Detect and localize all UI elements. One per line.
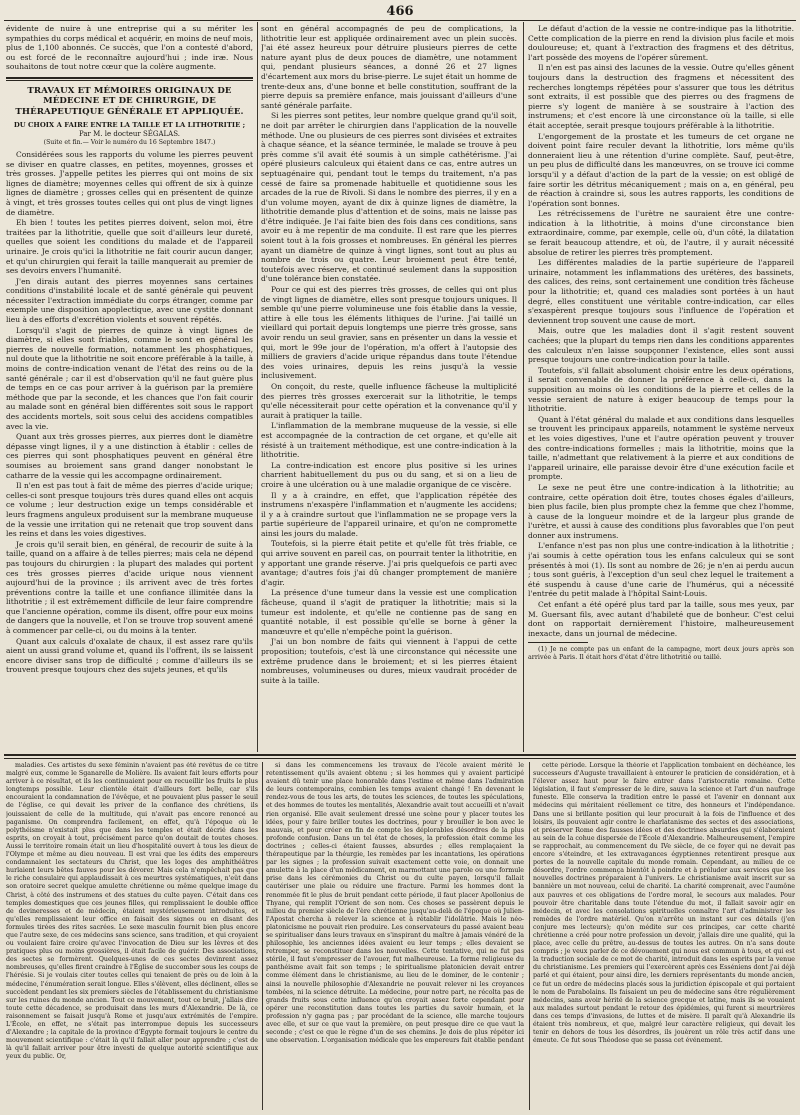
paragraph: Mais, outre que les maladies dont il s'agit restent souvent cachées; que la plupart du temps rien dans les conditions apparentes des calculeux n'en laisse soupçonner l'existence, elles sont aussi presque toujours une contre-indication pour la taille. <box>528 326 794 365</box>
paragraph: Le défaut d'action de la vessie ne contre-indique pas la lithotritie. Cette complication de la pierre en rend la division plus facile et mois douloureuse; et, quant à l'extraction des fragmens et des détritus, l'art possède des moyens de l'opérer sûrement. <box>528 24 794 62</box>
paragraph: Cet enfant a été opéré plus tard par la taille, sous mes yeux, par M. Guersant fils, avec autant d'habileté que de bonheur. C'est celui dont on rapportait dernièrement l'histoire, malheureusement inexacte, dans un journal de médecine. <box>528 600 794 638</box>
continuation-note: (Suite et fin.— Voir le numéro du 16 Septembre 1847.) <box>43 138 216 146</box>
feuilleton-column-3 <box>533 762 795 1112</box>
paragraph: Je crois qu'il serait bien, en général, de recourir de suite à la taille, quand on a affaire à de telles pierres; mais cela ne dépend pas toujours du chirurgien : la plupart des malades qui portent ces très grosses pierres d'acide urique nous viennent aujourd'hui de la province ; ils arrivent avec de très fortes préventions contre la taille et une confiance illimitée dans la lithotritie ; il est extrêmement difficile de leur faire comprendre que l'ancienne opération, comme ils disent, offre pour eux moins de dangers que la nouvelle, et l'on se trouve trop souvent amené à commencer par celle-ci, ou du moins à la tenter. <box>6 539 253 636</box>
article-title: DU CHOIX A FAIRE ENTRE LA TAILLE ET LA LITHOTRITIE ; <box>13 121 246 130</box>
top-rule <box>4 20 796 21</box>
section-separator <box>6 77 253 81</box>
column-3 <box>528 24 794 750</box>
paragraph: J'ai un bon nombre de faits qui viennent à l'appui de cette proposition; toutefois, c'est là une circonstance qui nécessite une extrême prudence dans le broiement; et si les pierres étaient nombreuses, volumineuses ou dures, mieux vaudrait procéder de suite à la taille. <box>261 637 517 685</box>
paragraph: Eh bien ! toutes les petites pierres doivent, selon moi, être traitées par la lithotritie, quelle que soit d'ailleurs leur dureté, quelles que soient les conditions du malade et de l'appareil urinaire. Je crois qu'ici la lithotritie ne fait courir aucun danger, et qu'un chirurgien qui ferait la taille manquerait au premier de ses devoirs envers l'humanité. <box>6 218 253 276</box>
feuilleton-text: cette période. Lorsque la théorie et l'application tombaient en déchéance, les successeurs d'Auguste travaillaient à entourer le praticien de considération, et à l'élever assez haut pour le faire entrer dans l'aristocratie romaine. Cette législation, il faut s'empresser de le dire, sauva la science et l'art d'un naufrage funeste. Elle conserva la tradition entre le passé et l'avenir en donnant aux médecins qui méritaient réellement ce titre, des honneurs et l'indépendance. Dans une si brillante position qui leur procurait à la fois de l'influence et des loisirs, ils pouvaient agir contre le charlatanisme des sectes et des associations, et préserver Rome des fausses idées et des doctrines absurdes qui s'élaboraient au sein de la cohue dispersée de l'École d'Alexandrie. Malheureusement, l'empire se rapprochait, au commencement du IVe siècle, de ce foyer qui ne devait pas encore s'éteindre, et les extravagances égyptiennes retentirent presque aux portes de la nouvelle capitale du monde romain. Cependant, au milieu de ce désordre, l'ordre commença bientôt à poindre et à préluder aux services que les nouvelles doctrines préparaient à l'univers. Le christianisme avait inscrit sur sa bannière un mot nouveau, celui de charité. La charité comprenait, avec l'aumône aux pauvres et ces obligations de l'ordre moral, le secours aux malades. Pour pouvoir être charitable dans toute l'étendue du mot, il fallait savoir agir en médecin, et avec les consolations spirituelles connaître l'art d'administrer les remèdes de l'ordre matériel. Qu'on n'arrête un instant sur ces détails (j'en conjure mes lecteurs); qu'on médite sur ces principes, car cette charité chrétienne a créé pour notre profession un devoir, j'allais dire une qualité, qui la place, avec celle du prêtre, au-dessus de toutes les autres. On n'a sans doute compris ; je veux parler de ce dévouement qui nous est commun à tous, et qui est la traduction sociale de ce mot de charité, introduit dans les esprits par la venue du christianisme. Les premiers qui l'exercèrent après ces Esséniens dont j'ai déjà parlé et qui étaient, pour ainsi dire, les derniers représentants du monde ancien, ce fut un ordre de médecins placés sous la juridiction épiscopale et qui portaient le nom de Parabolains. Ils faisaient un peu de médecine sans être régulièrement médecins, sans avoir hérité de la science grecque et latine, mais ils se vouaient aux malades surtout pendant le retour des épidémies, qui furent si meurtrières dans ces temps d'invasions, de luttes et de misère. Il paraît qu'à Alexandrie ils étaient très nombreux, et que, malgré leur caractère religieux, qui devait les tenir en dehors de tous les désordres, ils jouèrent un rôle très actif dans une émeute. Ce fut sous Théodose que se passa cet événement. <box>533 762 795 1045</box>
paragraph: La contre-indication est encore plus positive si les urines charrient habituellement du pus ou du sang, et si on a lieu de croire à une ulcération ou à une maladie organique de ce viscère. <box>261 460 517 489</box>
feuilleton-text: maladies. Ces artistes du sexe féminin n'avaient pas été revêtus de ce titre malgré eux, comme le Sganarelle de Molière. Ils avaient fait leurs efforts pour arriver à ce résultat, et ils les continuaient pour en recueillir les fruits le plus longtemps possible. Leur clientèle était d'ailleurs fort belle, car s'ils encouraient la condamnation de l'évêque, et ne pouvaient plus passer le seuil de l'église, ce qui devait les priver de la confiance des chrétiens, ils jouissaient de celle de la multitude, qui n'avait pas encore renoncé au paganisme. On comprendra facilement, en effet, qu'à l'époque où le polythéisme n'existait plus que dans les temples et était décrié dans les esprits, on croyait à tout, précisément parce qu'on doutait de toutes choses. Aussi le territoire romain était un lieu d'hospitalité ouvert à tous les dieux de l'Olympe et même au dieu nouveau. Il est vrai que les édits des empereurs condamnaient les sectateurs du Christ, que les loges des amphithéâtres hurlaient leurs bêtes fauves pour les dévorer. Mais cela n'empêchait pas que le riche consulaire qui applaudissait à ces meurtres systématiques, n'eût dans son oratoire secret quelque amulette chrétienne ou même quelque image du Christ, à côté des instrumens et des statues du culte payen. C'était dans ces temples domestiques que ces jeunes filles, qui remplissaient le double office de devineresses et de médecin, étaient mystérieusement introduites, et qu'elles remplissaient leur office en faisait des signes ou en disant des formules tirées des rites sacrées. Le sexe masculin fournit bien plus encore que l'autre sexe, de ces médecins sans science, sans tradition, et qui croyaient ou voulaient faire croire qu'avec l'invocation de Dieu sur les lèvres et des pratiques plus ou moins grossières, il était facile de guérir. Des associations, des sectes se formèrent. Quelques-unes de ces sectes devinrent assez nombreuses, qu'elles firent craindre à l'Église de succomber sous les coups de l'hérésie. Si je voulais citer toutes celles qui tenaient de près ou de loin à la médecine, l'énumération serait longue. Elles s'élèvent, elles déclinent, elles se succèdent pendant les six premiers siècles de l'établissement du christianisme sur les ruines du monde ancien. Tout ce mouvement, tout ce bruit, j'allais dire toute cette décadence, se produisait dans les murs d'Alexandrie. De là, ce raisonnement se faisait jusqu'à Rome et jusqu'aux extrémités de l'empire. L'École, en effet, ne s'était pas interrompue depuis les successeurs d'Alexandre ; la capitale de la province d'Égypte formait toujours le centre du mouvement scientifique : c'était là qu'il fallait aller pour apprendre ; c'est de là qu'il fallait arriver pour être investi de quelque autorité scientifique aux yeux du public. Or, <box>6 762 258 1061</box>
paragraph: Toutefois, s'il fallait absolument choisir entre les deux opérations, il serait convenable de donner la préférence à celle-ci, dans la supposition au moins où les conditions de la pierre et celles de la vessie seraient de nature à exiger beaucoup de temps pour la lithotritie. <box>528 365 794 414</box>
paragraph: Les rétrécissemens de l'urètre ne sauraient être une contre-indication à la lithotritie, à moins d'une circonstance bien extraordinaire, comme, par exemple, celle où, d'un côté, la dilatation se ferait beaucoup attendre, et où, de l'autre, il y aurait nécessité absolue de retirer les pierres très promptement. <box>528 209 794 257</box>
column-divider <box>529 762 530 1110</box>
feuilleton-column-2 <box>266 762 524 1112</box>
column-divider <box>257 22 258 752</box>
section-title: TRAVAUX ET MÉMOIRES ORIGINAUX DE MÉDECINE ET DE CHIRURGIE, DE THÉRAPEUTIQUE GÉNÉRALE ET APPLIQUÉE. <box>15 85 244 117</box>
paragraph: Il y a à craindre, en effet, que l'application répétée des instrumens n'exaspère l'inflammation et n'augmente les accidens; il y a à craindre surtout que l'inflammation ne se propage vers la partie supérieure de l'appareil urinaire, et qu'on ne compromette ainsi les jours du malade. <box>261 490 517 538</box>
column-divider <box>523 22 524 752</box>
intro-paragraph: évidente de nuire à une entreprise qui a su mériter les sympathies du corps médical et acquérir, en moins de neuf mois, plus de 1,100 abonnés. Ce succès, que l'on a contesté d'abord, ou est forcé de le reconnaître aujourd'hui ; inde iræ. Nous souhaitons de tout notre cœur que la colère augmente. <box>6 24 253 72</box>
paragraph: Les différentes maladies de la partie supérieure de l'appareil urinaire, notamment les inflammations des urétères, des bassinets, des calices, des reins, sont certainement une condition très fâcheuse pour la lithotritie; et, quand ces maladies sont portées à un haut degré, elles constituent une véritable contre-indication, car elles s'exaspèrent presque toujours sous l'influence de l'opération et deviennent trop souvent une cause de mort. <box>528 258 794 325</box>
feuilleton-text: si dans les commencemens les travaux de l'école avaient mérité le retentissement qu'ils avaient obtenu ; si les hommes qui y avaient participé avaient dû tenir une place honorable dans l'estime et même dans l'admiration de leurs contemporains, combien les temps avaient changé ! En devenant le rendez-vous de tous les arts, de toutes les sciences, de toutes les spéculations, et des hommes de toutes les mentalités, Alexandrie avait tout accueilli et n'avait rien organisé. Elle avait seulement dressé une scène pour y placer toutes les idées, pour y faire briller toutes les doctrines, pour y brouiller le bon avec le mauvais, et pour créer en fin de compte les déplorables désordres de la plus profonde confusion. Dans un tel état de choses, la profession était comme les doctrines ; celles-ci étaient fausses, absurdes ; elles remplaçaient la thérapeutique par la théurgie, les remèdes par les incantations, les opérations par les signes ; la profession suivait exactement cette voie, on donnait une amulette à la place d'un médicament, en marmottant une parole ou une formule prise dans les cérémonies du Christ ou du culte payen, lorsqu'il fallait cautériser une plaie ou réduire une fracture. Parmi les hommes dont la renommée fit le plus de bruit pendant cette période, il faut placer Apollonius de Thyane, qui remplit l'Orient de son nom. Ces choses se passèrent depuis le milieu du premier siècle de l'ère chrétienne jusqu'au-delà de l'époque où Julien-l'Apostat chercha à relever la science et à rétablir l'idolâtrie. Mais le néo-platonicisme ne pouvait rien produire. Les conservateurs du passé avaient beau se spiritualiser dans leurs travaux en s'inspirant du maître à jamais vénéré de la philosophie, les anciennes idées avaient eu leur temps ; elles devaient se retremper, se reconstituer dans les nouvelles. Cette tentative, qui ne fut pas stérile, il faut s'empresser de l'avouer, fut malheureuse. La forme religieuse du panthéisme avait fait son temps ; le spiritualisme platonicien devait entrer comme élément dans le christianisme, au lieu de le dominer, de le contenir ; ainsi la nouvelle philosophie d'Alexandrie ne pouvait relever ni les croyances tombées, ni la science détruite. La médecine, pour notre part, ne récolta pas de grands fruits sous cette influence qu'on croyait assez forte cependant pour opérer une reconstitution dans toutes les parties du savoir humain, et la profession n'y gagna pas ; par procédant de la science, elle marche toujours avec elle, et sur ce que vaut la première, on peut presque dire ce que vaut la seconde ; c'est ce que le règne d'un de ses chemins. Je dois de plus répéter ici une observation. L'organisation médicale que les empereurs fait établie pendant <box>266 762 524 1045</box>
column-1 <box>6 24 253 750</box>
paragraph: Quant aux calculs d'oxalate de chaux, il est assez rare qu'ils aient un aussi grand volume et, quand ils l'offrent, ils se laissent encore diviser sans trop de difficulté ; comme d'ailleurs ils se trouvent presque toujours chez des sujets jeunes, et qu'ils <box>6 636 253 675</box>
paragraph: J'en dirais autant des pierres moyennes sans certaines conditions d'instabilité locale et de santé générale qui peuvent nécessiter l'extraction immédiate du corps étranger, comme par exemple une disposition apoplectique, avec une cystite donnant lieu à des efforts d'excrétion violents et souvent répétés. <box>6 276 253 325</box>
paragraph: L'engorgement de la prostate et les tumeurs de cet organe ne doivent point faire reculer devant la lithotritie, lors même qu'ils donneraient lieu à une rétention d'urine complète. Sauf, peut-être, un peu plus de difficulté dans les manœuvres, on se trouve ici comme lorsqu'il y a défaut d'action de la part de la vessie; on est obligé de faire sortir les détritus mécaniquement ; mais on a, en général, peu de réaction à craindre si, sous les autres rapports, les conditions de l'opération sont bonnes. <box>528 131 794 208</box>
paragraph: Quant à l'état général du malade et aux conditions dans lesquelles se trouvent les principaux appareils, notamment le système nerveux et les voies digestives, l'une et l'autre opération peuvent y trouver des contre-indications formelles ; mais la lithotritie, moins que la taille, n'admettant que relativement à la pierre et aux conditions de l'appareil urinaire, elle paraisse devoir être d'une exécution facile et prompte. <box>528 414 794 482</box>
paragraph: Il n'en est pas tout à fait de même des pierres d'acide urique; celles-ci sont presque toujours très dures quand elles ont acquis ce volume ; leur destruction exige un temps considérable et leurs fragmens anguleux produisent sur la membrane muqueuse de la vessie une irritation qui ne retenait que trop souvent dans les reins et dans les voies digestives. <box>6 481 253 539</box>
paragraph: sont en général accompagnés de peu de complications, la lithotritie leur est appliquée ordinairement avec un plein succès. J'ai été assez heureux pour détruire plusieurs pierres de cette nature ayant plus de deux pouces de diamètre, une notamment qui, pendant plusieurs séances, a donné 26 et 27 lignes d'écartement aux mors du brise-pierre. Le sujet était un homme de trente-deux ans, d'une bonne et belle constitution, souffrant de la pierre depuis sa première enfance, mais jouissant d'ailleurs d'une santé générale parfaite. <box>261 24 517 110</box>
paragraph: On conçoit, du reste, quelle influence fâcheuse la multiplicité des pierres très grosses exercerait sur la lithotritie, le temps qu'elle nécessiterait pour cette opération et la convenance qu'il y aurait à pratiquer la taille. <box>261 381 517 420</box>
feuilleton-rule <box>4 754 796 756</box>
paragraph: Quant aux très grosses pierres, aux pierres dont le diamètre dépasse vingt lignes, il y a une distinction à établir : celles de ces pierres qui sont phosphatiques peuvent en général être soumises au broiement sans grand danger nonobstant le catharre de la vessie qui les accompagne ordinairement. <box>6 432 253 480</box>
paragraph: La présence d'une tumeur dans la vessie est une complication fâcheuse, quand il s'agit de pratiquer la lithotritie; mais si la tumeur est indolente, et qu'elle ne contienne pas de sang en quantité notable, il est possible qu'elle se borne à gêner la manœuvre et qu'elle n'empêche point la guérison. <box>261 588 517 636</box>
feuilleton-column-1 <box>6 762 258 1112</box>
column-2 <box>261 24 517 750</box>
paragraph: Considérées sous les rapports du volume les pierres peuvent se diviser en quatre classes, en petites, moyennes, grosses et très grosses. J'appelle petites les pierres qui ont moins de six lignes de diamètre; moyennes celles qui offrent de six à quinze lignes de diamètre ; grosses celles qui en présentent de quinze à vingt, et très grosses toutes celles qui ont plus de vingt lignes de diamètre. <box>6 149 253 217</box>
footnote: (1) Je ne compte pas un enfant de la campagne, mort deux jours après son arrivée à Paris. Il était hors d'état d'être lithotritié ou taillé. <box>528 645 794 662</box>
page-number: 466 <box>386 4 414 19</box>
column-divider <box>262 762 263 1110</box>
paragraph: Le sexe ne peut être une contre-indication à la lithotritie; au contraire, cette opération doit être, toutes choses égales d'ailleurs, bien plus facile, bien plus prompte chez la femme que chez l'homme, à cause de la longueur moindre et de la largeur plus grande de l'urètre, et aussi à cause des conditions plus favorables que l'on peut donner aux instrumens. <box>528 482 794 540</box>
paragraph: Pour ce qui est des pierres très grosses, de celles qui ont plus de vingt lignes de diamètre, elles sont presque toujours uniques. Il semble qu'une pierre volumineuse une fois établie dans la vessie, attire à elle tous les éléments lithiques de l'urine. J'ai taillé un vieillard qui portait depuis longtemps une pierre très grosse, sans avoir rendu un seul gravier, sans en présenter un dans la vessie et qui, mort le 99e jour de l'opération, m'a offert à l'autopsie des milliers de graviers d'acide urique répandus dans toute l'étendue des voies urinaires, depuis les reins jusqu'à la vessie inclusivement. <box>261 285 517 381</box>
paragraph: Si les pierres sont petites, leur nombre quelque grand qu'il soit, ne doit par arrêter le chirurgien dans l'application de la nouvelle méthode. Une ou plusieurs de ces pierres sont divisées et extraites à chaque séance, et la séance terminée, le malade se trouve à peu près comme s'il avait été soumis à un simple cathétérisme. J'ai opéré plusieurs calculeux qui étaient dans ce cas, entre autres un septuagénaire qui, pendant tout le temps du traitement, n'a pas cessé de faire sa promenade habituelle et quotidienne sous les arcades de la rue de Rivoli. Si dans le nombre des pierres, il y en a d'un volume moyen, ayant de dix à quinze lignes de diamètre, la lithotritie demande plus d'attention et de soins, mais ne laisse pas d'être indiquée. Je l'ai faite bien des fois dans ces conditions, sans avoir eu à me repentir de ma conduite. Il est rare que les pierres soient tout à la fois grosses et nombreuses. En général les pierres ayant un diamètre de quinze à vingt lignes, sont tout au plus au nombre de trois ou quatre. Leur broiement peut être tenté, toutefois avec réserve, et continué seulement dans la supposition d'une tolérance bien constatée. <box>261 111 517 284</box>
footnote-rule <box>528 642 588 643</box>
paragraph: Lorsqu'il s'agit de pierres de quinze à vingt lignes de diamètre, si elles sont friables, comme le sont en général les pierres de nouvelle formation, notamment les phosphatiques, nul doute que la lithotritie ne soit encore préférable à la taille, à moins de contre-indication venant de l'état des reins ou de la santé générale ; car il est d'observation qu'il ne faut guère plus de temps en ce cas pour arriver à la guérison par la première méthode que par la seconde, et les chances que l'on fait courir au malade sont en général bien différentes soit sous le rapport des accidents mortels, soit sous celui des accidens compatibles avec la vie. <box>6 325 253 431</box>
paragraph: Il n'en est pas ainsi des lacunes de la vessie. Outre qu'elles gênent toujours dans la destruction des fragmens et nécessitent des recherches longtemps répétées pour s'assurer que tous les détritus sont extraits, il est possible que des pierres ou des fragmens de pierre s'y logent de manière à se soustraire à l'action des instrumens; et c'est encore là une circonstance où la taille, si elle était acceptée, serait presque toujours préférable à la lithotritie. <box>528 63 794 130</box>
paragraph: L'enfance n'est pas non plus une contre-indication à la lithotritie ; j'ai soumis à cette opération tous les enfans calculeux qui se sont présentés à moi (1). Ils sont au nombre de 26; je n'en ai perdu aucun ; tous sont guéris, à l'exception d'un seul chez lequel le traitement a été suspendu à cause d'une carie de l'humérus, qui a nécessité l'entrée du petit malade à l'hôpital Saint-Louis. <box>528 541 794 599</box>
paragraph: Toutefois, si la pierre était petite et qu'elle fût très friable, ce qui arrive souvent en pareil cas, on pourrait tenter la lithotritie, en y apportant une grande réserve. J'ai pris quelquefois ce parti avec avantage; d'autres fois j'ai dû changer promptement de manière d'agir. <box>261 539 517 587</box>
article-byline: Par M. le docteur SÉGALAS. <box>78 129 181 138</box>
feuilleton-rule-thin <box>4 758 796 759</box>
paragraph: L'inflammation de la membrane muqueuse de la vessie, si elle est accompagnée de la contraction de cet organe, et qu'elle ait résisté à un traitement méthodique, est une contre-indication à la lithotritie. <box>261 421 517 460</box>
